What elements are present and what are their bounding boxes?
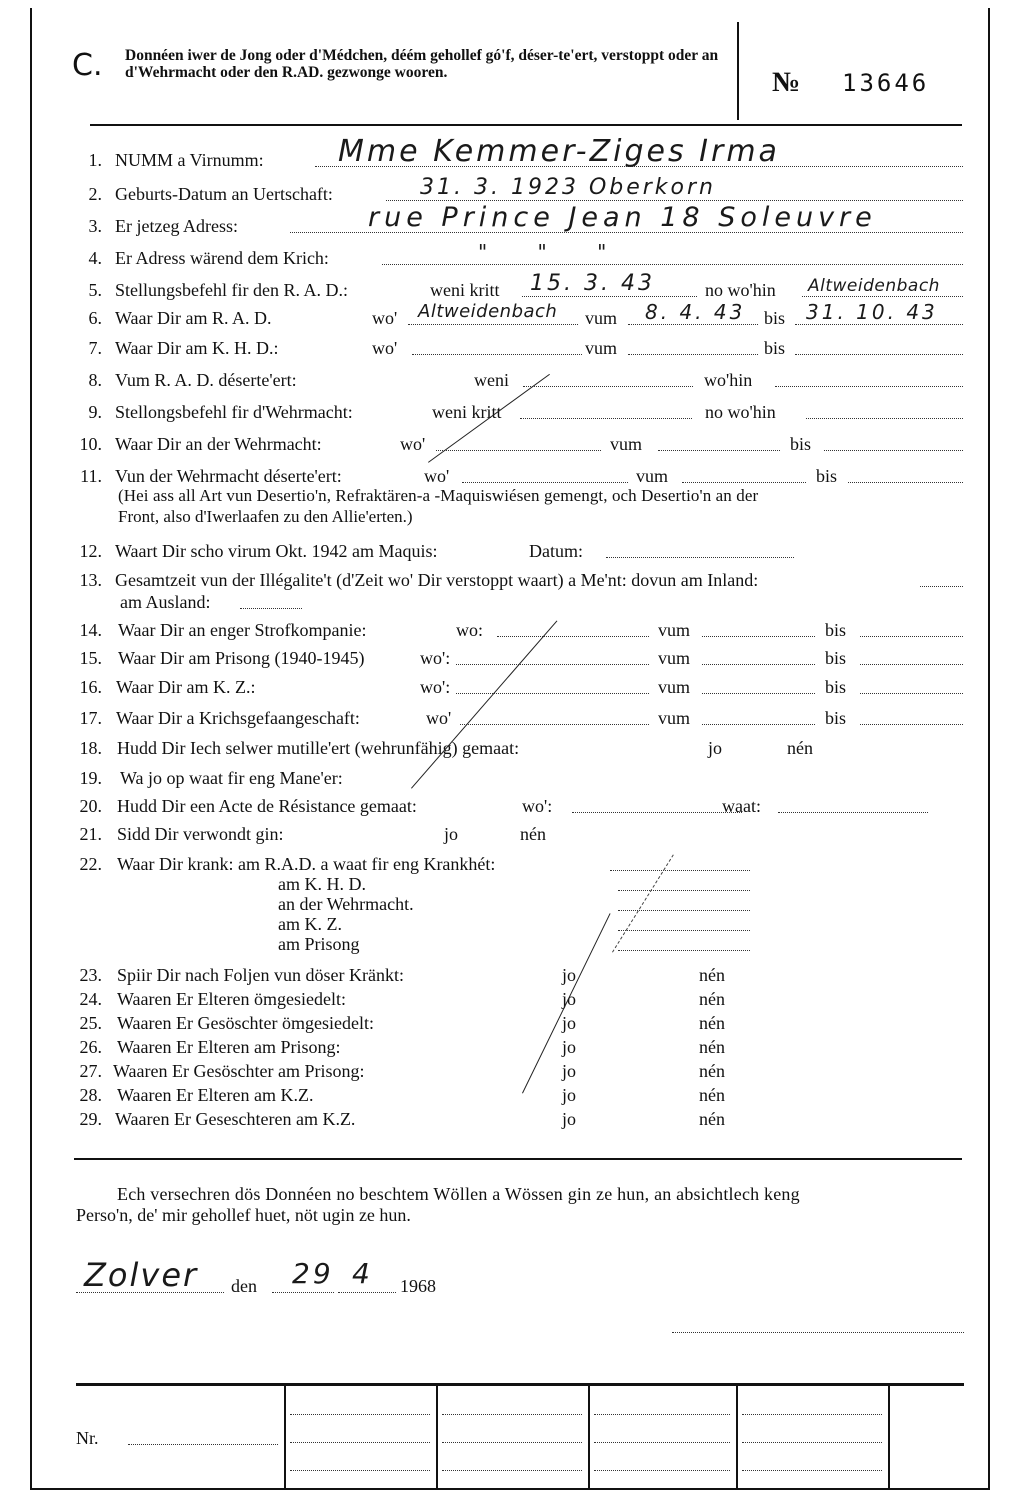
field-20-label: Hudd Dir een Acte de Résistance gemaat:	[117, 796, 417, 816]
field-3-value: rue Prince Jean 18 Soleuvre	[368, 202, 877, 233]
field-19-label: Wa jo op waat fir eng Mane'er:	[120, 768, 343, 788]
field-9-number: 9.	[88, 402, 102, 422]
field-3-number: 3.	[88, 216, 102, 236]
field-22-prisong-line[interactable]	[618, 950, 750, 951]
date-month-line[interactable]	[338, 1292, 396, 1293]
field-10-number: 10.	[79, 434, 102, 454]
field-25-jo[interactable]: jo	[562, 1013, 577, 1033]
field-26-jo[interactable]: jo	[562, 1037, 577, 1057]
footer-cell-3-line-2[interactable]	[442, 1442, 582, 1443]
field-23-label: Spiir Dir nach Foljen vun döser Kränkt:	[117, 965, 404, 985]
footer-cell-5-line-3[interactable]	[742, 1470, 882, 1471]
header-divider	[737, 22, 739, 120]
footer-table-top-rule	[76, 1383, 964, 1386]
field-26-label: Waaren Er Elteren am Prisong:	[117, 1037, 341, 1057]
field-18-nen[interactable]: nén	[787, 738, 813, 758]
field-5-wohin-value: Altweidenbach	[808, 276, 940, 296]
field-14-bis-label: bis	[825, 620, 847, 640]
signature-place: Zolver	[84, 1256, 199, 1294]
field-17-vum-line[interactable]	[702, 724, 815, 725]
field-20-waat-label: waat:	[722, 796, 761, 816]
field-15-vum-label: vum	[658, 648, 691, 668]
field-15-number: 15.	[79, 648, 102, 668]
footer-col-divider-3	[588, 1386, 590, 1488]
field-29-label: Waaren Er Geseschteren am K.Z.	[115, 1109, 356, 1129]
field-21-nen[interactable]: nén	[520, 824, 546, 844]
header-bottom-rule	[90, 124, 962, 126]
field-16-wo-line[interactable]	[456, 693, 649, 694]
field-21-number: 21.	[79, 824, 102, 844]
field-28-number: 28.	[79, 1085, 102, 1105]
field-29-jo[interactable]: jo	[562, 1109, 577, 1129]
field-28-nen[interactable]: nén	[699, 1085, 725, 1105]
footer-cell-2-line-3[interactable]	[290, 1470, 430, 1471]
field-6-wo-label: wo'	[372, 308, 398, 328]
date-month: 4	[352, 1257, 373, 1290]
field-23-nen[interactable]: nén	[699, 965, 725, 985]
field-14-vum-label: vum	[658, 620, 691, 640]
field-1-number: 1.	[88, 150, 102, 170]
field-6-vum-value: 8. 4. 43	[645, 300, 746, 324]
field-16-wo-label: wo':	[420, 677, 451, 697]
field-5-weni-label: weni kritt	[430, 280, 500, 300]
field-11-bis-label: bis	[816, 466, 838, 486]
footer-col-divider-1	[284, 1386, 286, 1488]
field-9-weni-label: weni kritt	[432, 402, 502, 422]
field-14-number: 14.	[79, 620, 102, 640]
field-11-wo-label: wo'	[424, 466, 450, 486]
field-6-label: Waar Dir am R. A. D.	[115, 308, 272, 328]
field-4-value: " " "	[478, 240, 629, 264]
field-12-label: Waart Dir scho virum Okt. 1942 am Maquis:	[115, 541, 438, 561]
field-5-label: Stellungsbefehl fir den R. A. D.:	[115, 280, 348, 300]
field-17-bis-line[interactable]	[860, 724, 963, 725]
field-1-label: NUMM a Virnumm:	[115, 150, 264, 170]
field-2-label: Geburts-Datum an Uertschaft:	[115, 184, 333, 204]
field-17-bis-label: bis	[825, 708, 847, 728]
field-18-jo[interactable]: jo	[708, 738, 723, 758]
field-15-wo-line[interactable]	[456, 664, 649, 665]
field-8-weni-label: weni	[474, 370, 509, 390]
field-12-datum-line[interactable]	[606, 557, 794, 558]
footer-nr-label: Nr.	[76, 1428, 99, 1448]
field-27-label: Waaren Er Gesöschter am Prisong:	[113, 1061, 365, 1081]
field-22-khd-line[interactable]	[618, 890, 750, 891]
field-7-number: 7.	[88, 338, 102, 358]
field-11-number: 11.	[80, 466, 102, 486]
footer-cell-5-line-1[interactable]	[742, 1414, 882, 1415]
field-6-bis-value: 31. 10. 43	[806, 300, 938, 324]
field-27-number: 27.	[79, 1061, 102, 1081]
footer-cell-5-line-2[interactable]	[742, 1442, 882, 1443]
field-25-label: Waaren Er Gesöschter ömgesiedelt:	[117, 1013, 374, 1033]
date-den-label: den	[231, 1276, 257, 1296]
header-number-label: №	[772, 67, 801, 98]
field-8-number: 8.	[88, 370, 102, 390]
field-14-wo-label: wo:	[456, 620, 483, 640]
field-8-wohin-line[interactable]	[775, 386, 963, 387]
field-2-number: 2.	[88, 184, 102, 204]
field-17-label: Waar Dir a Krichsgefaangeschaft:	[116, 708, 360, 728]
field-7-label: Waar Dir am K. H. D.:	[115, 338, 279, 358]
field-10-bis-line[interactable]	[824, 450, 963, 451]
field-11-vum-line[interactable]	[682, 482, 806, 483]
field-21-jo[interactable]: jo	[444, 824, 459, 844]
header-number-value: 13646	[842, 69, 930, 97]
field-12-datum-label: Datum:	[529, 541, 583, 561]
footer-cell-4-line-1[interactable]	[594, 1414, 730, 1415]
field-7-bis-line[interactable]	[795, 354, 963, 355]
field-10-vum-label: vum	[610, 434, 643, 454]
field-14-label: Waar Dir an enger Strofkompanie:	[118, 620, 367, 640]
footer-cell-3-line-1[interactable]	[442, 1414, 582, 1415]
field-11-note-line1: (Hei ass all Art vun Desertio'n, Refraktären-a -Maquiswiésen gemengt, och Desertio'n an der	[118, 486, 759, 505]
field-6-number: 6.	[88, 308, 102, 328]
field-4-label: Er Adress wärend dem Krich:	[115, 248, 329, 268]
field-9-weni-line[interactable]	[520, 418, 692, 419]
field-28-jo[interactable]: jo	[562, 1085, 577, 1105]
field-6-bis-label: bis	[764, 308, 786, 328]
field-13-ausland-label: am Ausland:	[120, 592, 211, 612]
field-14-wo-line[interactable]	[497, 636, 649, 637]
field-22-sub-wehrmacht: an der Wehrmacht.	[278, 894, 414, 914]
field-22-rad-line[interactable]	[610, 870, 750, 871]
field-21-label: Sidd Dir verwondt gin:	[117, 824, 284, 844]
field-22-kz-line[interactable]	[618, 930, 750, 931]
field-19-number: 19.	[79, 768, 102, 788]
field-4-line[interactable]	[382, 264, 963, 265]
field-11-note-line2: Front, also d'Iwerlaafen zu den Allie'erten.)	[118, 507, 413, 526]
field-15-label: Waar Dir am Prisong (1940-1945)	[118, 648, 365, 668]
field-29-nen[interactable]: nén	[699, 1109, 725, 1129]
field-15-bis-label: bis	[825, 648, 847, 668]
field-17-number: 17.	[79, 708, 102, 728]
footer-cell-3-line-3[interactable]	[442, 1470, 582, 1471]
field-25-number: 25.	[79, 1013, 102, 1033]
field-18-label: Hudd Dir Iech selwer mutille'ert (wehrunfähig) gemaat:	[117, 738, 520, 758]
field-20-waat-line[interactable]	[778, 812, 928, 813]
date-day: 29	[292, 1257, 334, 1290]
field-17-wo-line[interactable]	[460, 724, 649, 725]
field-10-wo-line[interactable]	[436, 450, 601, 451]
field-9-wohin-line[interactable]	[806, 418, 963, 419]
field-7-vum-label: vum	[585, 338, 618, 358]
field-28-label: Waaren Er Elteren am K.Z.	[117, 1085, 314, 1105]
field-5-weni-value: 15. 3. 43	[530, 271, 655, 296]
field-16-number: 16.	[79, 677, 102, 697]
footer-cell-2-line-2[interactable]	[290, 1442, 430, 1443]
field-16-bis-line[interactable]	[860, 693, 963, 694]
footer-nr-line[interactable]	[128, 1444, 278, 1445]
field-22-sub-prisong: am Prisong	[278, 934, 360, 954]
field-12-number: 12.	[79, 541, 102, 561]
field-8-label: Vum R. A. D. déserte'ert:	[115, 370, 297, 390]
field-20-wo-label: wo':	[522, 796, 553, 816]
date-year: 1968	[400, 1276, 436, 1296]
field-8-weni-line[interactable]	[523, 386, 693, 387]
field-18-number: 18.	[79, 738, 102, 758]
field-24-label: Waaren Er Elteren ömgesiedelt:	[117, 989, 346, 1009]
field-2-value: 31. 3. 1923 Oberkorn	[420, 175, 716, 200]
footer-col-divider-2	[436, 1386, 438, 1488]
field-22-number: 22.	[79, 854, 102, 874]
field-7-vum-line[interactable]	[628, 354, 758, 355]
field-13-ausland-line[interactable]	[240, 608, 302, 609]
field-11-vum-label: vum	[636, 466, 669, 486]
field-26-number: 26.	[79, 1037, 102, 1057]
field-13-label: Gesamtzeit vun der Illégalite't (d'Zeit wo' Dir verstoppt waart) a Me'nt: dovun am Inland:	[115, 570, 759, 590]
field-22-sub-khd: am K. H. D.	[278, 874, 366, 894]
field-7-wo-line[interactable]	[412, 354, 582, 355]
declaration-top-rule	[74, 1158, 962, 1160]
field-13-number: 13.	[79, 570, 102, 590]
section-letter: C.	[72, 48, 103, 83]
field-17-vum-label: vum	[658, 708, 691, 728]
field-24-number: 24.	[79, 989, 102, 1009]
field-17-wo-label: wo'	[426, 708, 452, 728]
field-22-label: Waar Dir krank: am R.A.D. a waat fir eng Krankhét:	[117, 854, 496, 874]
field-27-nen[interactable]: nén	[699, 1061, 725, 1081]
field-14-bis-line[interactable]	[860, 636, 963, 637]
field-16-bis-label: bis	[825, 677, 847, 697]
field-10-vum-line[interactable]	[658, 450, 780, 451]
field-1-value: Mme Kemmer-Ziges Irma	[338, 134, 780, 169]
field-16-vum-label: vum	[658, 677, 691, 697]
frame-right-border	[988, 8, 990, 1490]
field-24-jo[interactable]: jo	[562, 989, 577, 1009]
field-26-nen[interactable]: nén	[699, 1037, 725, 1057]
field-10-label: Waar Dir an der Wehrmacht:	[115, 434, 322, 454]
field-29-number: 29.	[79, 1109, 102, 1129]
field-5-number: 5.	[88, 280, 102, 300]
field-20-number: 20.	[79, 796, 102, 816]
field-4-number: 4.	[88, 248, 102, 268]
field-9-label: Stellongsbefehl fir d'Wehrmacht:	[115, 402, 353, 422]
field-23-number: 23.	[79, 965, 102, 985]
field-10-wo-label: wo'	[400, 434, 426, 454]
field-16-label: Waar Dir am K. Z.:	[116, 677, 256, 697]
field-10-bis-label: bis	[790, 434, 812, 454]
frame-left-border	[30, 8, 32, 1490]
field-22-sub-kz: am K. Z.	[278, 914, 342, 934]
field-9-wohin-label: no wo'hin	[705, 402, 776, 422]
field-7-bis-label: bis	[764, 338, 786, 358]
field-5-wohin-label: no wo'hin	[705, 280, 776, 300]
field-25-nen[interactable]: nén	[699, 1013, 725, 1033]
field-15-bis-line[interactable]	[860, 664, 963, 665]
field-23-jo[interactable]: jo	[562, 965, 577, 985]
date-day-line[interactable]	[272, 1292, 334, 1293]
field-11-bis-line[interactable]	[848, 482, 963, 483]
field-7-wo-label: wo'	[372, 338, 398, 358]
field-27-jo[interactable]: jo	[562, 1061, 577, 1081]
header-title: Donnéen iwer de Jong oder d'Médchen, déém gehollef gó'f, déser-te'ert, verstoppt oder an d'Wehrmacht oder den R.AD. gezwonge wooren.	[125, 47, 719, 81]
field-11-label: Vun der Wehrmacht déserte'ert:	[115, 466, 342, 486]
footer-cell-4-line-3[interactable]	[594, 1470, 730, 1471]
field-6-vum-label: vum	[585, 308, 618, 328]
footer-col-divider-4	[736, 1386, 738, 1488]
field-16-vum-line[interactable]	[702, 693, 815, 694]
field-3-label: Er jetzeg Adress:	[115, 216, 238, 236]
footer-cell-4-line-2[interactable]	[594, 1442, 730, 1443]
strike-mark-14-19	[411, 620, 557, 788]
field-24-nen[interactable]: nén	[699, 989, 725, 1009]
field-14-vum-line[interactable]	[702, 636, 815, 637]
field-13-inland-line[interactable]	[920, 586, 963, 587]
declaration-line-2: Perso'n, de' mir gehollef huet, nöt ugin ze hun.	[76, 1205, 411, 1225]
field-8-wohin-label: wo'hin	[704, 370, 753, 390]
declaration-line-1: Ech versechren dös Donnéen no beschtem Wöllen a Wössen gin ze hun, an absichtlech keng	[117, 1184, 800, 1204]
frame-bottom-border	[30, 1488, 990, 1490]
field-15-wo-label: wo':	[420, 648, 451, 668]
field-20-wo-line[interactable]	[572, 812, 742, 813]
footer-cell-2-line-1[interactable]	[290, 1414, 430, 1415]
field-6-wo-value: Altweidenbach	[418, 301, 558, 322]
field-15-vum-line[interactable]	[702, 664, 815, 665]
signature-line[interactable]	[672, 1332, 964, 1333]
field-11-wo-line[interactable]	[462, 482, 628, 483]
footer-col-divider-5	[888, 1386, 890, 1488]
